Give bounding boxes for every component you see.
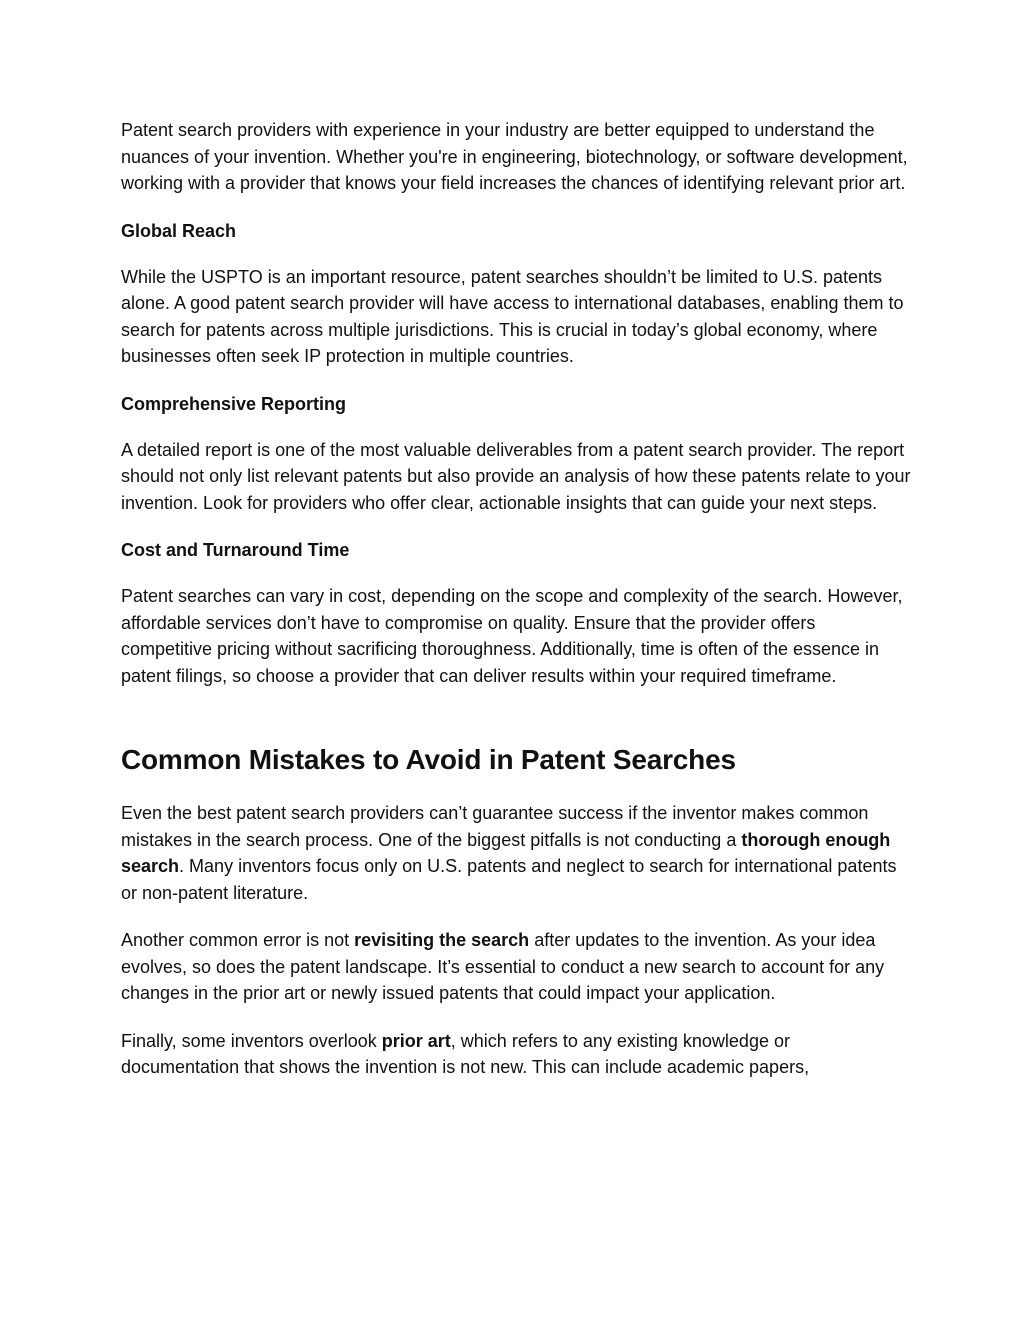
revisiting-search-paragraph	[121, 927, 911, 1007]
paragraph-text: , which refers to any existing knowledge or documentation that shows the invention is not new. This can include academic papers,	[121, 1030, 810, 1077]
cost-turnaround-heading: Cost and Turnaround Time	[121, 540, 350, 560]
paragraph-text: Even the best patent search providers can’t guarantee success if the inventor makes common mistakes in the search process. One of the biggest pitfalls is not conducting a	[121, 803, 869, 850]
thorough-search-paragraph	[121, 800, 911, 906]
bold-term-thorough-search: thorough enough search	[121, 829, 891, 876]
bold-term-revisiting-search: revisiting the search	[354, 930, 530, 950]
global-reach-paragraph: While the USPTO is an important resource, patent searches shouldn’t be limited to U.S. patents alone. A good patent search provider will have access to international databases, enabling them to search for patents across multiple jurisdictions. This is crucial in today’s global economy, where businesses often seek IP protection in multiple countries.	[121, 266, 904, 366]
comprehensive-reporting-paragraph: A detailed report is one of the most valuable deliverables from a patent search provider. The report should not only list relevant patents but also provide an analysis of how these patents relate to your invention. Look for providers who offer clear, actionable insights that can guide your next steps.	[121, 439, 911, 513]
common-mistakes-heading: Common Mistakes to Avoid in Patent Searches	[121, 744, 736, 775]
global-reach-heading: Global Reach	[121, 220, 237, 241]
paragraph-text: after updates to the invention. As your idea evolves, so does the patent landscape. It’s essential to conduct a new search to account for any changes in the prior art or newly issued patents that could impact your application.	[121, 930, 885, 1003]
prior-art-paragraph	[121, 1028, 911, 1081]
document-body	[121, 117, 911, 1081]
paragraph-text: . Many inventors focus only on U.S. patents and neglect to search for international patents or non-patent literature.	[121, 856, 897, 903]
paragraph-text: Finally, some inventors overlook	[121, 1030, 382, 1051]
bold-term-prior-art: prior art	[381, 1030, 451, 1051]
comprehensive-reporting-heading: Comprehensive Reporting	[121, 393, 347, 414]
cost-turnaround-paragraph: Patent searches can vary in cost, depending on the scope and complexity of the search. However, affordable services don’t have to compromise on quality. Ensure that the provider offers competitive pricing without sacrificing thoroughness. Additionally, time is often of the essence in patent filings, so choose a provider that can deliver results within your required timeframe.	[121, 586, 903, 686]
paragraph-text: Another common error is not	[121, 930, 355, 950]
industry-experience-paragraph: Patent search providers with experience in your industry are better equipped to understand the nuances of your invention. Whether you're in engineering, biotechnology, or software development, working with a provider that knows your field increases the chances of identifying relevant prior art.	[121, 120, 908, 193]
